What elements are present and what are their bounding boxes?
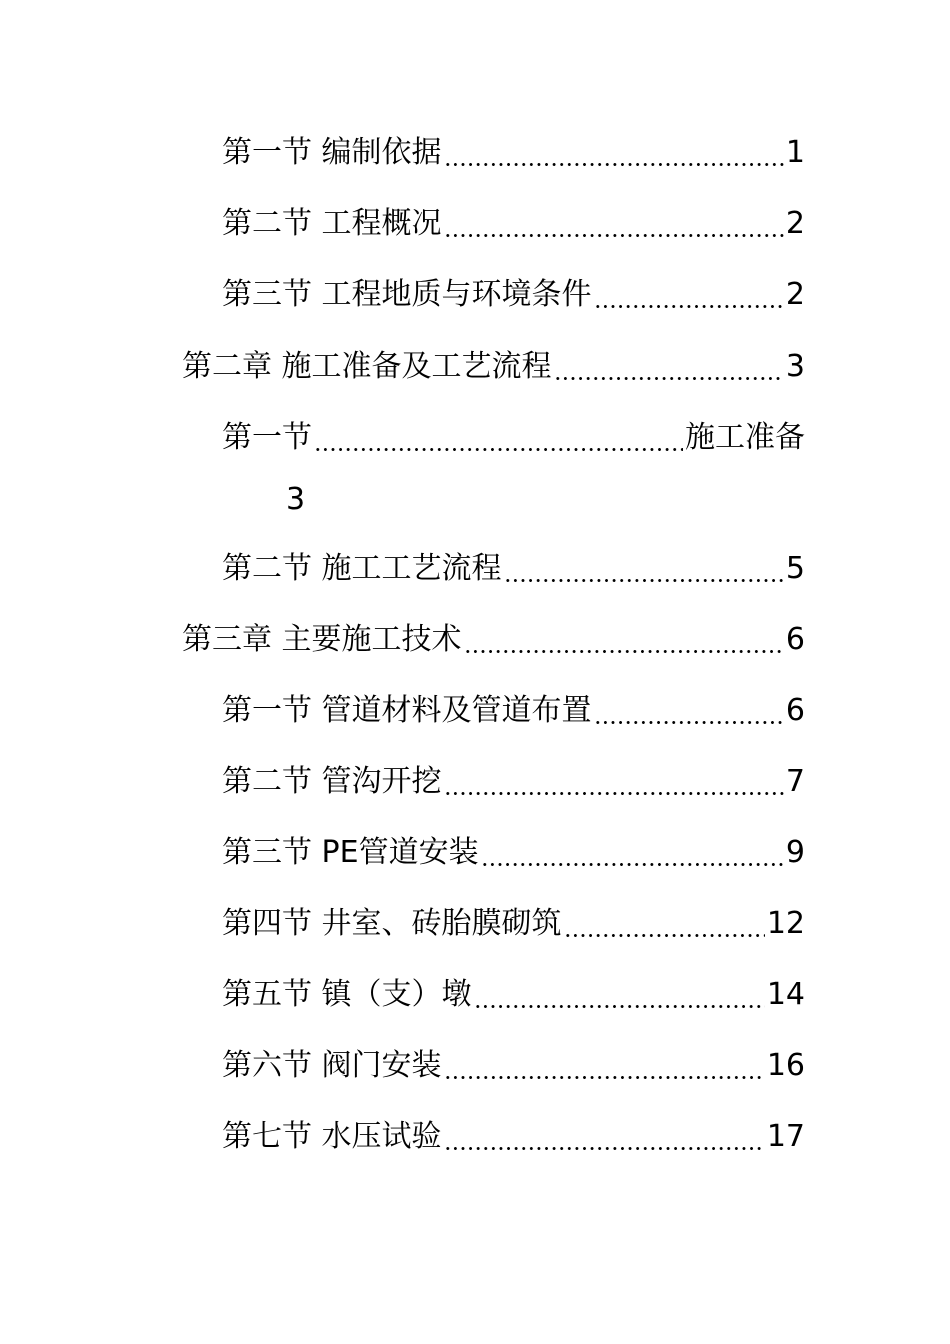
dot-leader: [444, 234, 784, 237]
dot-leader: [444, 1076, 765, 1079]
toc-entry[interactable]: [222, 131, 805, 175]
toc-entry[interactable]: [222, 547, 805, 591]
toc-entry[interactable]: [222, 760, 805, 804]
toc-page-number: 17: [766, 1119, 805, 1154]
dot-leader: [554, 377, 784, 380]
dot-leader: [594, 721, 784, 724]
dot-leader: [444, 163, 784, 166]
toc-entry[interactable]: [222, 973, 805, 1017]
toc-entry[interactable]: [222, 416, 805, 460]
toc-page-number: 12: [766, 906, 805, 941]
dot-leader: [504, 579, 784, 582]
toc-page-number: 9: [785, 835, 805, 870]
toc-entry-title: 第二节 工程概况: [222, 206, 442, 241]
toc-entry-title: 第五节 镇（支）墩: [222, 977, 472, 1012]
toc-entry-title: 第六节 阀门安装: [222, 1048, 442, 1083]
toc-page-number: 2: [785, 206, 805, 241]
toc-page-number: 6: [785, 693, 805, 728]
toc-entry-title: 第二节 施工工艺流程: [222, 551, 502, 586]
toc-entry[interactable]: [222, 902, 805, 946]
toc-page-number: 6: [785, 622, 805, 657]
dot-leader: [594, 305, 784, 308]
toc-entry-title: 第二节 管沟开挖: [222, 764, 442, 799]
toc-page-number: 3: [286, 482, 306, 517]
dot-leader: [464, 650, 784, 653]
toc-entry-title: 第三章 主要施工技术: [182, 622, 462, 657]
toc-page-number: 7: [785, 764, 805, 799]
toc-entry-title: 第二章 施工准备及工艺流程: [182, 349, 552, 384]
toc-entry[interactable]: [222, 689, 805, 733]
toc-page-number: 1: [785, 135, 805, 170]
toc-entry[interactable]: [222, 273, 805, 317]
toc-chapter-entry[interactable]: [182, 618, 805, 662]
toc-entry[interactable]: [222, 1115, 805, 1159]
toc-entry-title: 第四节 井室、砖胎膜砌筑: [222, 906, 562, 941]
toc-entry-title: 第一节 管道材料及管道布置: [222, 693, 592, 728]
toc-page-number: 5: [785, 551, 805, 586]
toc-entry-trailing-title: 施工准备: [685, 420, 805, 455]
toc-chapter-entry[interactable]: [182, 345, 805, 389]
toc-entry-title: 第三节 PE管道安装: [222, 835, 479, 870]
toc-entry[interactable]: [222, 202, 805, 246]
dot-leader: [444, 792, 784, 795]
toc-page-number: 14: [766, 977, 805, 1012]
dot-leader: [564, 934, 765, 937]
dot-leader: [474, 1005, 765, 1008]
toc-entry-title: 第一节: [222, 420, 312, 455]
toc-page-number: 2: [785, 277, 805, 312]
dot-leader: [481, 863, 784, 866]
dot-leader: [314, 448, 683, 451]
toc-entry-title: 第三节 工程地质与环境条件: [222, 277, 592, 312]
toc-entry-title: 第七节 水压试验: [222, 1119, 442, 1154]
toc-page-number: 3: [785, 349, 805, 384]
toc-page-number: 16: [766, 1048, 805, 1083]
toc-entry[interactable]: [222, 1044, 805, 1088]
toc-entry-title: 第一节 编制依据: [222, 135, 442, 170]
dot-leader: [444, 1147, 765, 1150]
toc-entry[interactable]: [222, 831, 805, 875]
